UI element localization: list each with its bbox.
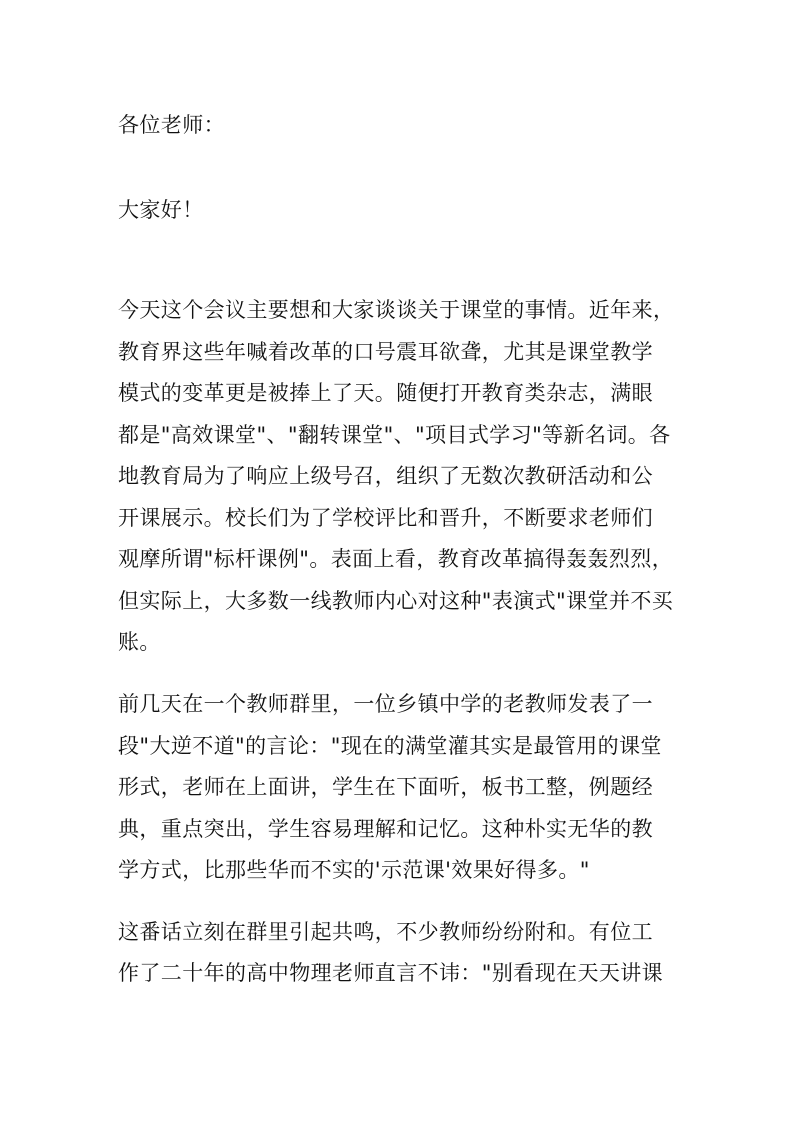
paragraph-line: 典，重点突出，学生容易理解和记忆。这种朴实无华的教 (118, 817, 653, 841)
paragraph-line: 但实际上，大多数一线教师内心对这种"表演式"课堂并不买 (118, 589, 674, 613)
paragraph-line: 教育界这些年喊着改革的口号震耳欲聋，尤其是课堂教学 (118, 340, 653, 364)
paragraph-line: 今天这个会议主要想和大家谈谈关于课堂的事情。近年来， (118, 298, 675, 322)
paragraph-line: 都是"高效课堂"、"翻转课堂"、"项目式学习"等新名词。各 (118, 423, 671, 447)
paragraph-line: 账。 (118, 630, 161, 654)
paragraph-line: 作了二十年的高中物理老师直言不讳："别看现在天天讲课 (118, 961, 664, 985)
paragraph-line: 这番话立刻在群里引起共鸣，不少教师纷纷附和。有位工 (118, 920, 653, 944)
paragraph-line: 段"大逆不道"的言论："现在的满堂灌其实是最管用的课堂 (118, 734, 662, 758)
paragraph-line: 开课展示。校长们为了学校评比和晋升，不断要求老师们 (118, 506, 653, 530)
paragraph-line: 形式，老师在上面讲，学生在下面听，板书工整，例题经 (118, 775, 653, 799)
paragraph-line: 地教育局为了响应上级号召，组织了无数次教研活动和公 (118, 464, 653, 488)
paragraph-line: 前几天在一个教师群里，一位乡镇中学的老教师发表了一 (118, 692, 653, 716)
paragraph-line: 模式的变革更是被捧上了天。随便打开教育类杂志，满眼 (118, 381, 653, 405)
paragraph-line: 学方式，比那些华而不实的'示范课'效果好得多。" (118, 858, 590, 882)
paragraph-line: 观摩所谓"标杆课例"。表面上看，教育改革搞得轰轰烈烈， (118, 547, 674, 571)
salutation: 各位老师： (118, 113, 225, 137)
greeting: 大家好！ (118, 198, 204, 222)
